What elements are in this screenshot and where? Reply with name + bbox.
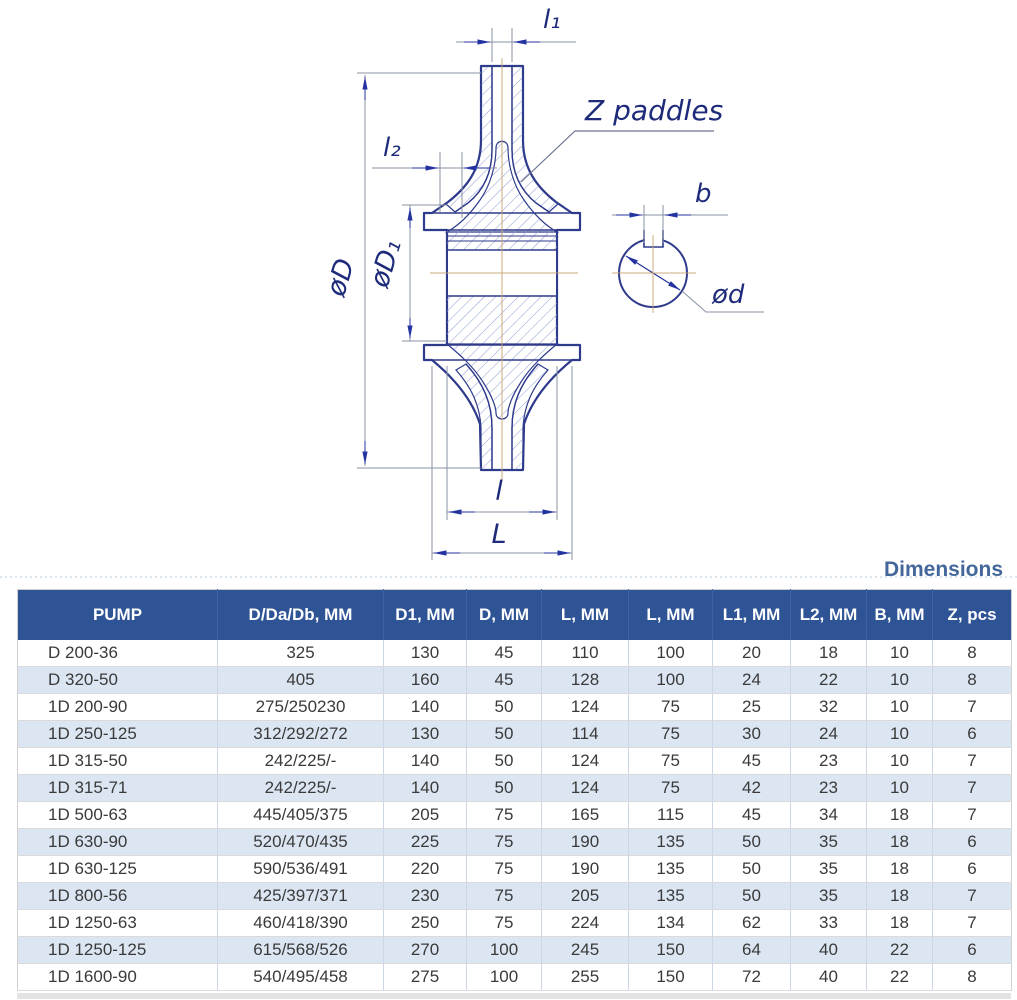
value-cell: 124 bbox=[542, 748, 629, 775]
value-cell: 110 bbox=[542, 640, 629, 667]
value-cell: 10 bbox=[867, 748, 933, 775]
value-cell: 205 bbox=[384, 802, 467, 829]
value-cell: 50 bbox=[467, 748, 542, 775]
value-cell: 100 bbox=[629, 640, 713, 667]
value-cell: 275 bbox=[384, 964, 467, 991]
value-cell: 42 bbox=[713, 775, 791, 802]
value-cell: 165 bbox=[542, 802, 629, 829]
value-cell: 23 bbox=[791, 748, 867, 775]
value-cell: 50 bbox=[467, 775, 542, 802]
value-cell: 18 bbox=[867, 856, 933, 883]
pump-name-cell: 1D 315-71 bbox=[18, 775, 218, 802]
value-cell: 140 bbox=[384, 775, 467, 802]
value-cell: 50 bbox=[713, 829, 791, 856]
header-cell: L, MM bbox=[629, 590, 713, 641]
value-cell: 35 bbox=[791, 883, 867, 910]
value-cell: 140 bbox=[384, 694, 467, 721]
value-cell: 6 bbox=[933, 721, 1012, 748]
value-cell: 150 bbox=[629, 964, 713, 991]
header-cell: L, MM bbox=[542, 590, 629, 641]
label-dia-D1: øD₁ bbox=[364, 235, 408, 292]
table-row bbox=[18, 667, 1012, 694]
table-row bbox=[18, 802, 1012, 829]
pump-name-cell: 1D 800-56 bbox=[18, 883, 218, 910]
value-cell: 7 bbox=[933, 694, 1012, 721]
value-cell: 18 bbox=[867, 883, 933, 910]
value-cell: 312/292/272 bbox=[218, 721, 384, 748]
table-row bbox=[18, 640, 1012, 667]
label-dia-D: øD bbox=[320, 255, 362, 300]
value-cell: 135 bbox=[629, 829, 713, 856]
value-cell: 6 bbox=[933, 829, 1012, 856]
table-row bbox=[18, 856, 1012, 883]
value-cell: 25 bbox=[713, 694, 791, 721]
value-cell: 18 bbox=[867, 910, 933, 937]
label-l: l bbox=[495, 476, 503, 507]
value-cell: 18 bbox=[867, 802, 933, 829]
table-row bbox=[18, 694, 1012, 721]
value-cell: 124 bbox=[542, 694, 629, 721]
table-row bbox=[18, 721, 1012, 748]
pump-name-cell: 1D 250-125 bbox=[18, 721, 218, 748]
value-cell: 160 bbox=[384, 667, 467, 694]
value-cell: 190 bbox=[542, 829, 629, 856]
value-cell: 22 bbox=[867, 964, 933, 991]
pump-name-cell: 1D 1250-125 bbox=[18, 937, 218, 964]
table-row bbox=[18, 748, 1012, 775]
value-cell: 10 bbox=[867, 694, 933, 721]
value-cell: 23 bbox=[791, 775, 867, 802]
header-cell: D, MM bbox=[467, 590, 542, 641]
value-cell: 75 bbox=[467, 829, 542, 856]
value-cell: 75 bbox=[467, 910, 542, 937]
value-cell: 150 bbox=[629, 937, 713, 964]
value-cell: 18 bbox=[867, 829, 933, 856]
value-cell: 7 bbox=[933, 748, 1012, 775]
value-cell: 10 bbox=[867, 775, 933, 802]
value-cell: 75 bbox=[629, 721, 713, 748]
value-cell: 520/470/435 bbox=[218, 829, 384, 856]
value-cell: 24 bbox=[713, 667, 791, 694]
value-cell: 255 bbox=[542, 964, 629, 991]
pump-name-cell: 1D 1250-63 bbox=[18, 910, 218, 937]
header-cell: D1, MM bbox=[384, 590, 467, 641]
table-row bbox=[18, 829, 1012, 856]
value-cell: 45 bbox=[713, 748, 791, 775]
table-row bbox=[18, 937, 1012, 964]
value-cell: 50 bbox=[713, 883, 791, 910]
value-cell: 40 bbox=[791, 937, 867, 964]
value-cell: 224 bbox=[542, 910, 629, 937]
table-row bbox=[18, 775, 1012, 802]
value-cell: 130 bbox=[384, 721, 467, 748]
value-cell: 242/225/- bbox=[218, 775, 384, 802]
value-cell: 140 bbox=[384, 748, 467, 775]
value-cell: 7 bbox=[933, 802, 1012, 829]
value-cell: 75 bbox=[467, 856, 542, 883]
value-cell: 7 bbox=[933, 775, 1012, 802]
value-cell: 18 bbox=[791, 640, 867, 667]
value-cell: 250 bbox=[384, 910, 467, 937]
value-cell: 22 bbox=[791, 667, 867, 694]
value-cell: 32 bbox=[791, 694, 867, 721]
value-cell: 100 bbox=[629, 667, 713, 694]
value-cell: 45 bbox=[713, 802, 791, 829]
value-cell: 75 bbox=[629, 775, 713, 802]
value-cell: 460/418/390 bbox=[218, 910, 384, 937]
value-cell: 100 bbox=[467, 964, 542, 991]
value-cell: 6 bbox=[933, 937, 1012, 964]
table-row bbox=[18, 964, 1012, 991]
value-cell: 135 bbox=[629, 883, 713, 910]
header-cell: PUMP bbox=[18, 590, 218, 641]
dimensions-table bbox=[17, 589, 1012, 991]
table-bottom-bar bbox=[17, 993, 1011, 999]
label-dia-d: ød bbox=[712, 280, 745, 310]
header-row bbox=[18, 590, 1012, 641]
pump-name-cell: 1D 200-90 bbox=[18, 694, 218, 721]
dimensions-table-wrap bbox=[17, 589, 1011, 991]
value-cell: 245 bbox=[542, 937, 629, 964]
table-row bbox=[18, 883, 1012, 910]
value-cell: 10 bbox=[867, 667, 933, 694]
value-cell: 40 bbox=[791, 964, 867, 991]
table-header bbox=[18, 590, 1012, 641]
value-cell: 50 bbox=[467, 721, 542, 748]
value-cell: 220 bbox=[384, 856, 467, 883]
value-cell: 6 bbox=[933, 856, 1012, 883]
value-cell: 325 bbox=[218, 640, 384, 667]
value-cell: 10 bbox=[867, 721, 933, 748]
value-cell: 190 bbox=[542, 856, 629, 883]
dimension-b bbox=[612, 205, 728, 243]
pump-name-cell: 1D 1600-90 bbox=[18, 964, 218, 991]
value-cell: 75 bbox=[467, 883, 542, 910]
pump-name-cell: 1D 500-63 bbox=[18, 802, 218, 829]
value-cell: 35 bbox=[791, 829, 867, 856]
z-paddles-label: Z paddles bbox=[585, 94, 724, 127]
value-cell: 425/397/371 bbox=[218, 883, 384, 910]
table-row bbox=[18, 910, 1012, 937]
value-cell: 124 bbox=[542, 775, 629, 802]
value-cell: 50 bbox=[467, 694, 542, 721]
value-cell: 62 bbox=[713, 910, 791, 937]
value-cell: 275/250230 bbox=[218, 694, 384, 721]
value-cell: 75 bbox=[467, 802, 542, 829]
value-cell: 405 bbox=[218, 667, 384, 694]
value-cell: 8 bbox=[933, 964, 1012, 991]
label-l1: l₁ bbox=[543, 5, 561, 35]
value-cell: 7 bbox=[933, 883, 1012, 910]
value-cell: 230 bbox=[384, 883, 467, 910]
value-cell: 205 bbox=[542, 883, 629, 910]
value-cell: 75 bbox=[629, 748, 713, 775]
label-b: b bbox=[695, 179, 712, 209]
header-cell: L1, MM bbox=[713, 590, 791, 641]
pump-name-cell: D 200-36 bbox=[18, 640, 218, 667]
value-cell: 64 bbox=[713, 937, 791, 964]
value-cell: 130 bbox=[384, 640, 467, 667]
pump-name-cell: D 320-50 bbox=[18, 667, 218, 694]
value-cell: 34 bbox=[791, 802, 867, 829]
value-cell: 10 bbox=[867, 640, 933, 667]
header-cell: L2, MM bbox=[791, 590, 867, 641]
value-cell: 540/495/458 bbox=[218, 964, 384, 991]
value-cell: 45 bbox=[467, 667, 542, 694]
pump-name-cell: 1D 630-90 bbox=[18, 829, 218, 856]
header-cell: Z, pcs bbox=[933, 590, 1012, 641]
value-cell: 270 bbox=[384, 937, 467, 964]
value-cell: 8 bbox=[933, 667, 1012, 694]
value-cell: 50 bbox=[713, 856, 791, 883]
value-cell: 590/536/491 bbox=[218, 856, 384, 883]
pump-name-cell: 1D 630-125 bbox=[18, 856, 218, 883]
value-cell: 225 bbox=[384, 829, 467, 856]
value-cell: 100 bbox=[467, 937, 542, 964]
value-cell: 135 bbox=[629, 856, 713, 883]
value-cell: 8 bbox=[933, 640, 1012, 667]
value-cell: 115 bbox=[629, 802, 713, 829]
header-cell: B, MM bbox=[867, 590, 933, 641]
value-cell: 20 bbox=[713, 640, 791, 667]
value-cell: 33 bbox=[791, 910, 867, 937]
label-l2: l₂ bbox=[383, 133, 401, 163]
value-cell: 128 bbox=[542, 667, 629, 694]
header-cell: D/Da/Db, MM bbox=[218, 590, 384, 641]
table-body bbox=[18, 640, 1012, 991]
value-cell: 7 bbox=[933, 910, 1012, 937]
dimensions-heading: Dimensions bbox=[883, 558, 1003, 581]
value-cell: 45 bbox=[467, 640, 542, 667]
label-L: L bbox=[491, 519, 507, 550]
value-cell: 242/225/- bbox=[218, 748, 384, 775]
value-cell: 30 bbox=[713, 721, 791, 748]
value-cell: 134 bbox=[629, 910, 713, 937]
value-cell: 72 bbox=[713, 964, 791, 991]
value-cell: 35 bbox=[791, 856, 867, 883]
value-cell: 22 bbox=[867, 937, 933, 964]
value-cell: 615/568/526 bbox=[218, 937, 384, 964]
value-cell: 75 bbox=[629, 694, 713, 721]
value-cell: 114 bbox=[542, 721, 629, 748]
pump-name-cell: 1D 315-50 bbox=[18, 748, 218, 775]
value-cell: 24 bbox=[791, 721, 867, 748]
z-paddles-callout bbox=[521, 94, 723, 182]
value-cell: 445/405/375 bbox=[218, 802, 384, 829]
